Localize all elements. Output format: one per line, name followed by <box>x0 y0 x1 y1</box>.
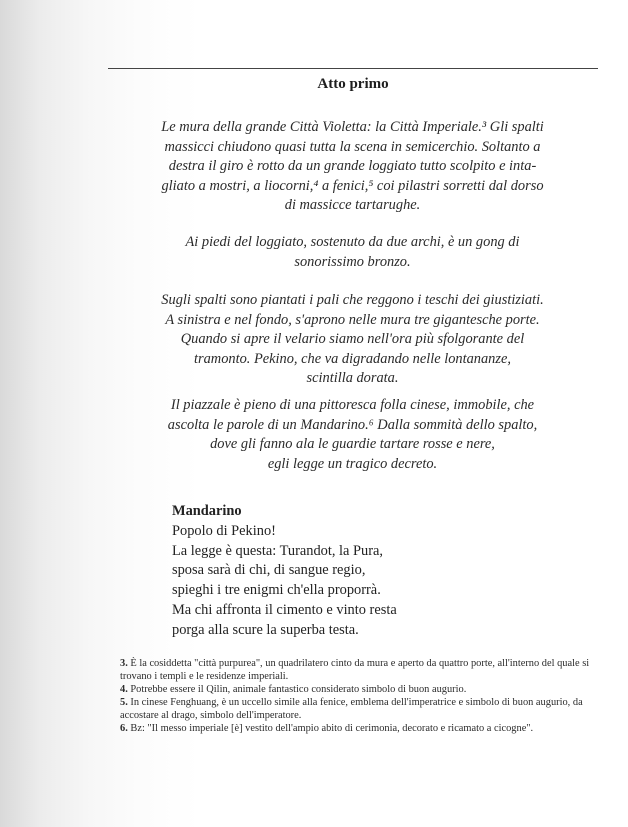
footnote-text: In cinese Fenghuang, è un uccello simile alla fenice, emblema dell'imperatrice e simbolo di buon augurio, da accostare al drago, simbolo dell'imperatore. <box>120 697 583 721</box>
act-heading: Atto primo <box>317 76 389 92</box>
footnote-4 <box>120 683 602 696</box>
footnote-text: Potrebbe essere il Qilin, animale fantastico considerato simbolo di buon augurio. <box>130 684 467 695</box>
stage-direction-3 <box>105 291 600 389</box>
footnote-6 <box>120 722 602 735</box>
footnote-number: 3. <box>120 658 128 669</box>
stage-direction-text: Il piazzale è pieno di una pittoresca folla cinese, immobile, che ascolta le parole di un Mandarino.⁶ Dalla sommità dello spalto, dove gli fanno ala le guardie tartare rosse e nere, egli legge un tragico decreto. <box>167 397 538 472</box>
footnote-number: 4. <box>120 684 128 695</box>
footnote-3 <box>120 657 602 683</box>
stage-direction-text: Le mura della grande Città Violetta: la Città Imperiale.³ Gli spalti massicci chiudono quasi tutta la scena in semicerchio. Soltanto a destra il giro è rotto da un grande loggiato tutto scolpito e inta- gliato a mostri, a liocorni,⁴ a fenici,⁵ coi pilastri sorretti dal dorso di massicce tartarughe. <box>161 119 544 213</box>
footnotes <box>120 657 602 735</box>
footnote-5 <box>120 696 602 722</box>
stage-direction-1 <box>105 118 600 216</box>
mandarin-speech <box>172 502 572 641</box>
footnote-text: È la cosiddetta "città purpurea", un quadrilatero cinto da mura e aperto da quattro porte, all'interno del quale si trovano i templi e le residenze imperiali. <box>120 658 590 682</box>
stage-direction-2 <box>105 233 600 272</box>
speech-verse: Popolo di Pekino! La legge è questa: Turandot, la Pura, sposa sarà di chi, di sangue regio, spieghi i tre enigmi ch'ella proporrà. Ma chi affronta il cimento e vinto resta porga alla scure la superba testa. <box>172 522 397 638</box>
stage-direction-text: Ai piedi del loggiato, sostenuto da due archi, è un gong di sonorissimo bronzo. <box>185 234 520 270</box>
footnote-number: 5. <box>120 697 128 708</box>
footnote-text: Bz: "Il messo imperiale [è] vestito dell'ampio abito di cerimonia, decorato e ricamato a cicogne". <box>130 723 534 734</box>
stage-direction-text: Sugli spalti sono piantati i pali che reggono i teschi dei giustiziati. A sinistra e nel fondo, s'aprono nelle mura tre gigantesche porte. Quando si apre il velario siamo nell'ora più sfolgorante del tramonto. Pekino, che va digradando nelle lontananze, scintilla dorata. <box>161 292 544 386</box>
stage-direction-4 <box>105 396 600 474</box>
footnote-number: 6. <box>120 723 128 734</box>
header-rule <box>108 68 598 69</box>
speaker-name: Mandarino <box>172 503 242 519</box>
